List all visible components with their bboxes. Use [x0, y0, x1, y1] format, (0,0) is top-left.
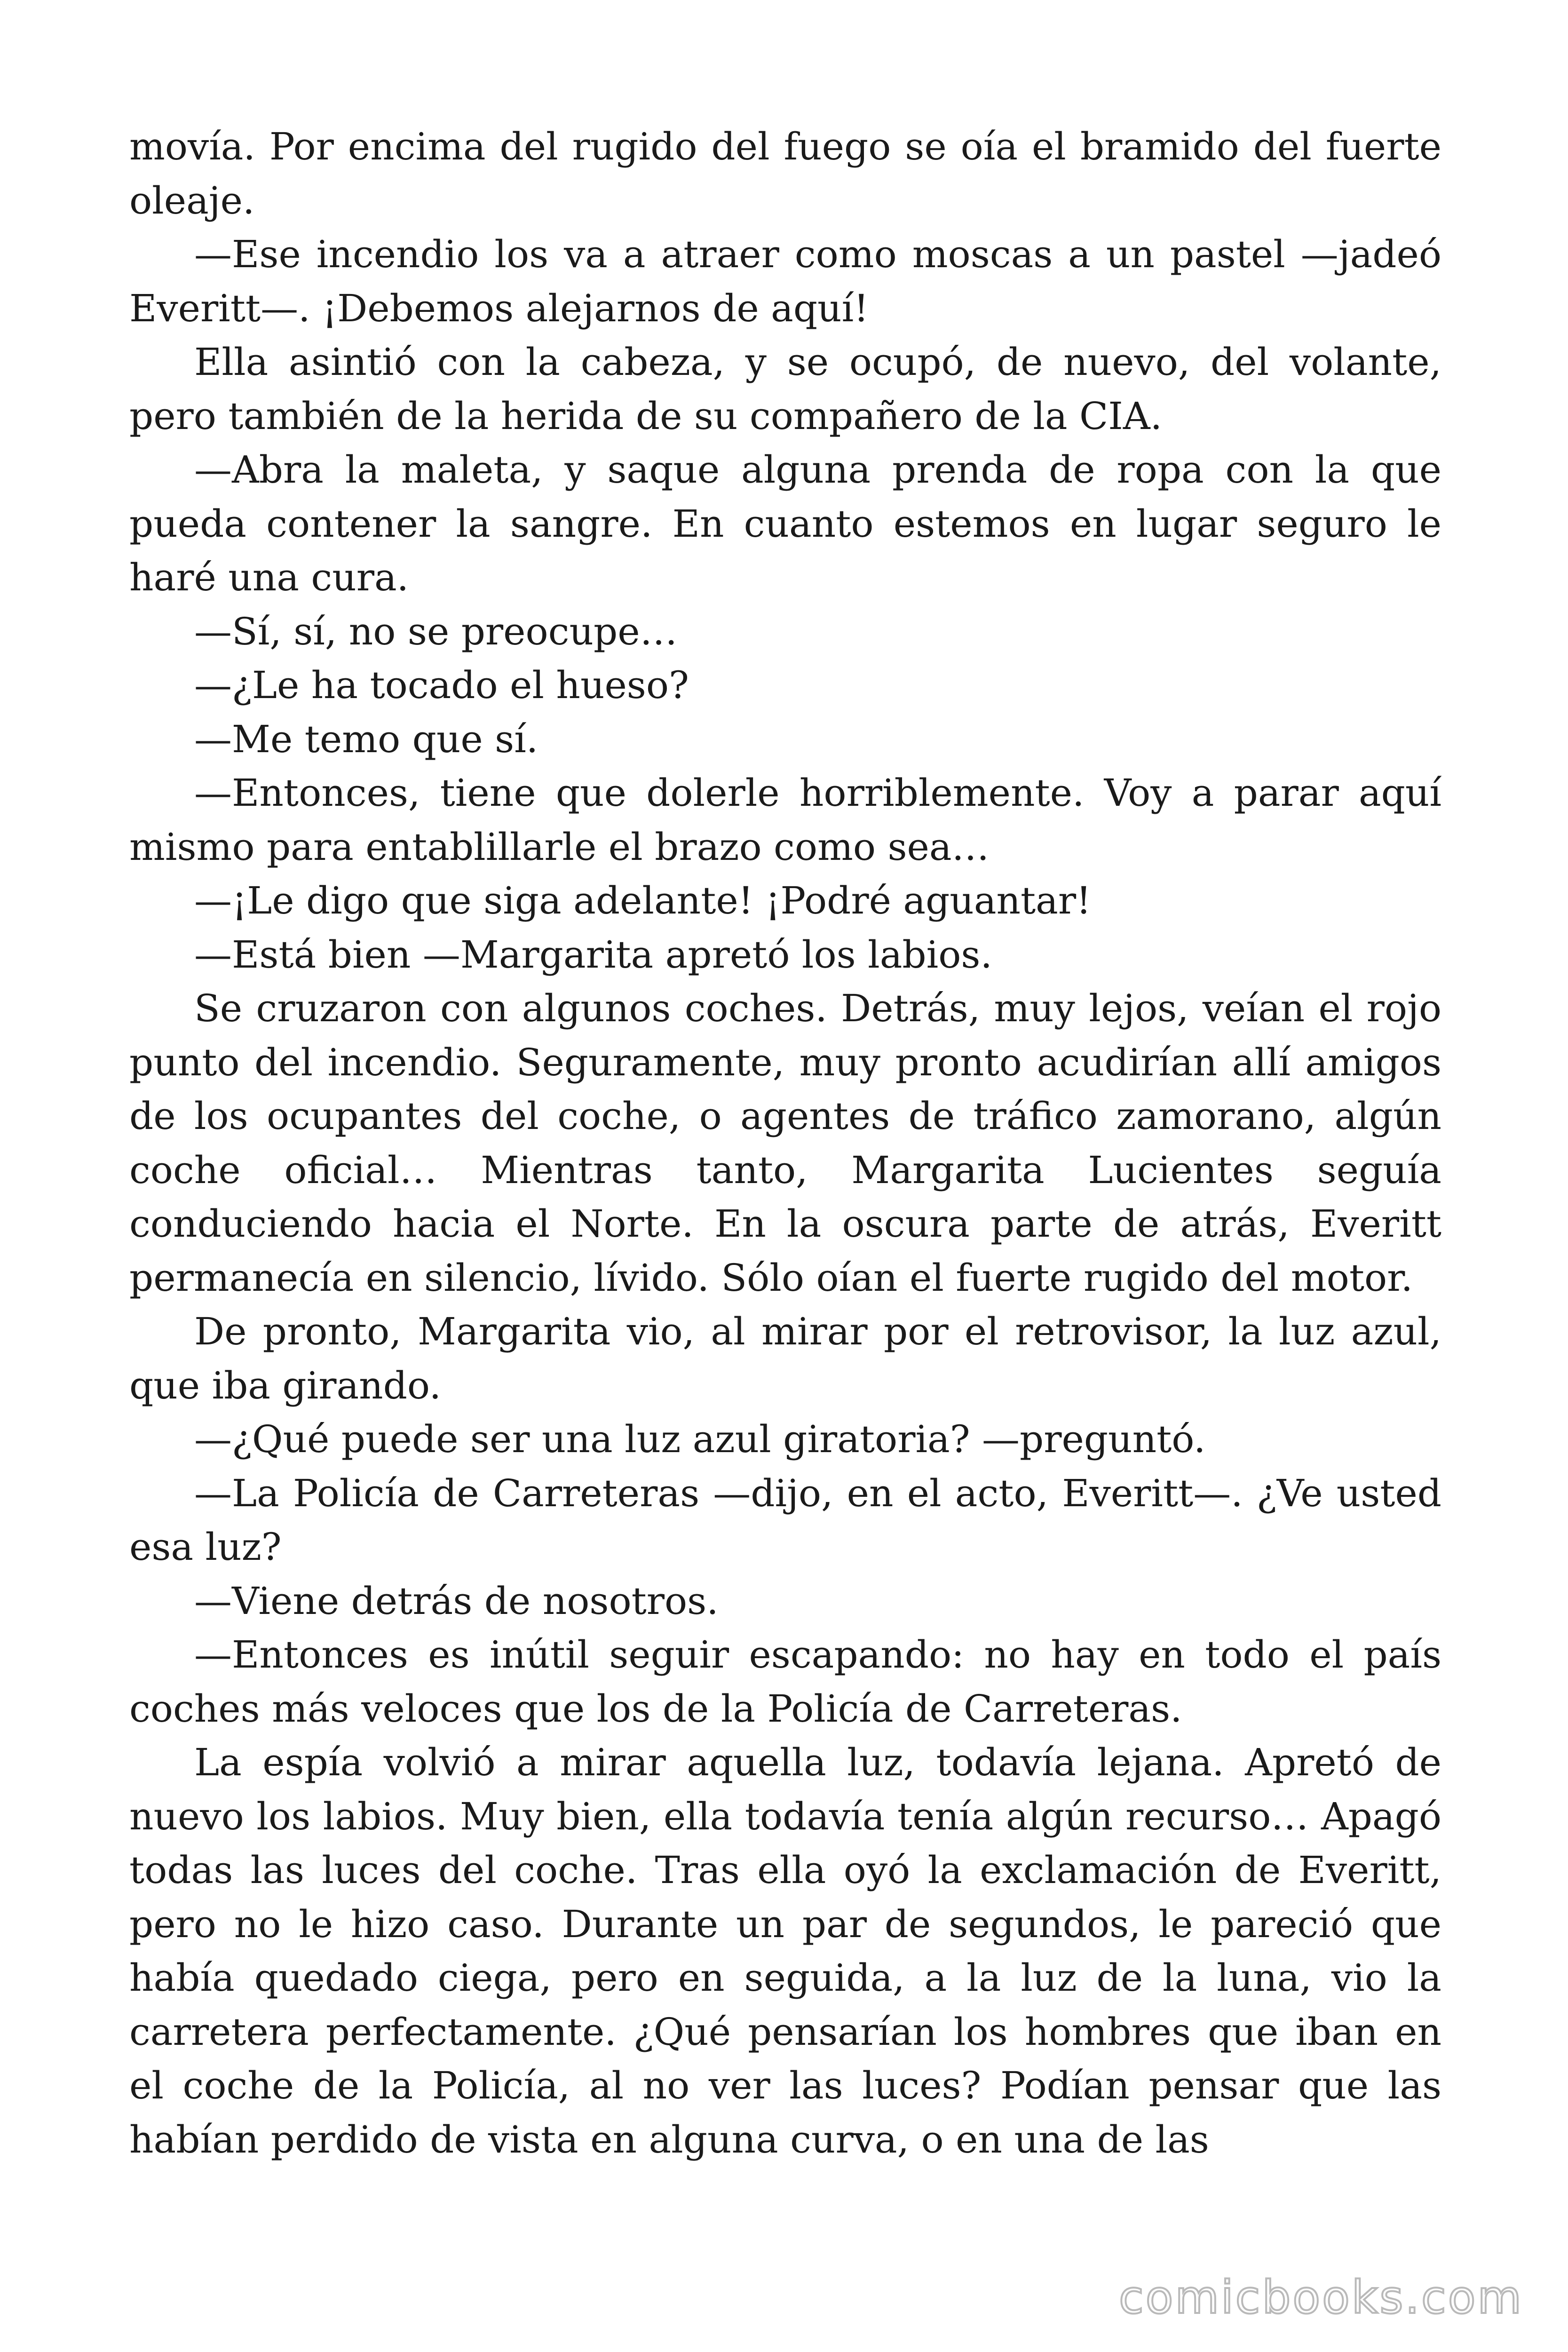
- paragraph: —Ese incendio los va a atraer como moscas a un pastel —jadeó Everitt—. ¡Debemos alejarnos de aquí!: [129, 232, 1441, 330]
- paragraph: —Viene detrás de nosotros.: [194, 1579, 719, 1623]
- paragraph: —¿Le ha tocado el hueso?: [194, 663, 689, 707]
- paragraph: La espía volvió a mirar aquella luz, todavía lejana. Apretó de nuevo los labios. Muy bien, ella todavía tenía algún recurso… Apagó todas las luces del coche. Tras ella oyó la exclamación de Everitt, pero no le hizo caso. Durante un par de segundos, le pareció que había quedado ciega, pero en seguida, a la luz de la luna, vio la carretera perfectamente. ¿Qué pensarían los hombres que iban en el coche de la Policía, al no ver las luces? Podían pensar que las habían perdido de vista en alguna curva, o en una de las: [129, 1740, 1441, 2161]
- paragraph: —Entonces es inútil seguir escapando: no hay en todo el país coches más veloces que los de la Policía de Carreteras.: [129, 1633, 1441, 1731]
- paragraph: —Está bien —Margarita apretó los labios.: [194, 932, 992, 977]
- paragraph: —Abra la maleta, y saque alguna prenda de ropa con la que pueda contener la sangre. En cuanto estemos en lugar seguro le haré una cura.: [129, 448, 1441, 599]
- paragraph: —La Policía de Carreteras —dijo, en el acto, Everitt—. ¿Ve usted esa luz?: [129, 1471, 1441, 1569]
- paragraph: movía. Por encima del rugido del fuego se oía el bramido del fuerte oleaje.: [129, 125, 1441, 222]
- paragraph: —¿Qué puede ser una luz azul giratoria? —preguntó.: [194, 1417, 1206, 1461]
- paragraph: De pronto, Margarita vio, al mirar por el retrovisor, la luz azul, que iba girando.: [129, 1310, 1441, 1407]
- body-text: [129, 120, 1441, 2167]
- paragraph: Ella asintió con la cabeza, y se ocupó, de nuevo, del volante, pero también de la herida de su compañero de la CIA.: [129, 340, 1441, 438]
- paragraph: —Sí, sí, no se preocupe…: [194, 609, 678, 653]
- paragraph: Se cruzaron con algunos coches. Detrás, muy lejos, veían el rojo punto del incendio. Seguramente, muy pronto acudirían allí amigos de los ocupantes del coche, o agentes de tráfico zamorano, algún coche oficial… Mientras tanto, Margarita Lucientes seguía conduciendo hacia el Norte. En la oscura parte de atrás, Everitt permanecía en silencio, lívido. Sólo oían el fuerte rugido del motor.: [129, 986, 1441, 1300]
- paragraph: —¡Le digo que siga adelante! ¡Podré aguantar!: [194, 879, 1092, 922]
- watermark: comicbooks.com: [1118, 2271, 1523, 2324]
- paragraph: —Me temo que sí.: [194, 717, 539, 761]
- paragraph: —Entonces, tiene que dolerle horriblemente. Voy a parar aquí mismo para entablillarle el brazo como sea…: [129, 771, 1441, 869]
